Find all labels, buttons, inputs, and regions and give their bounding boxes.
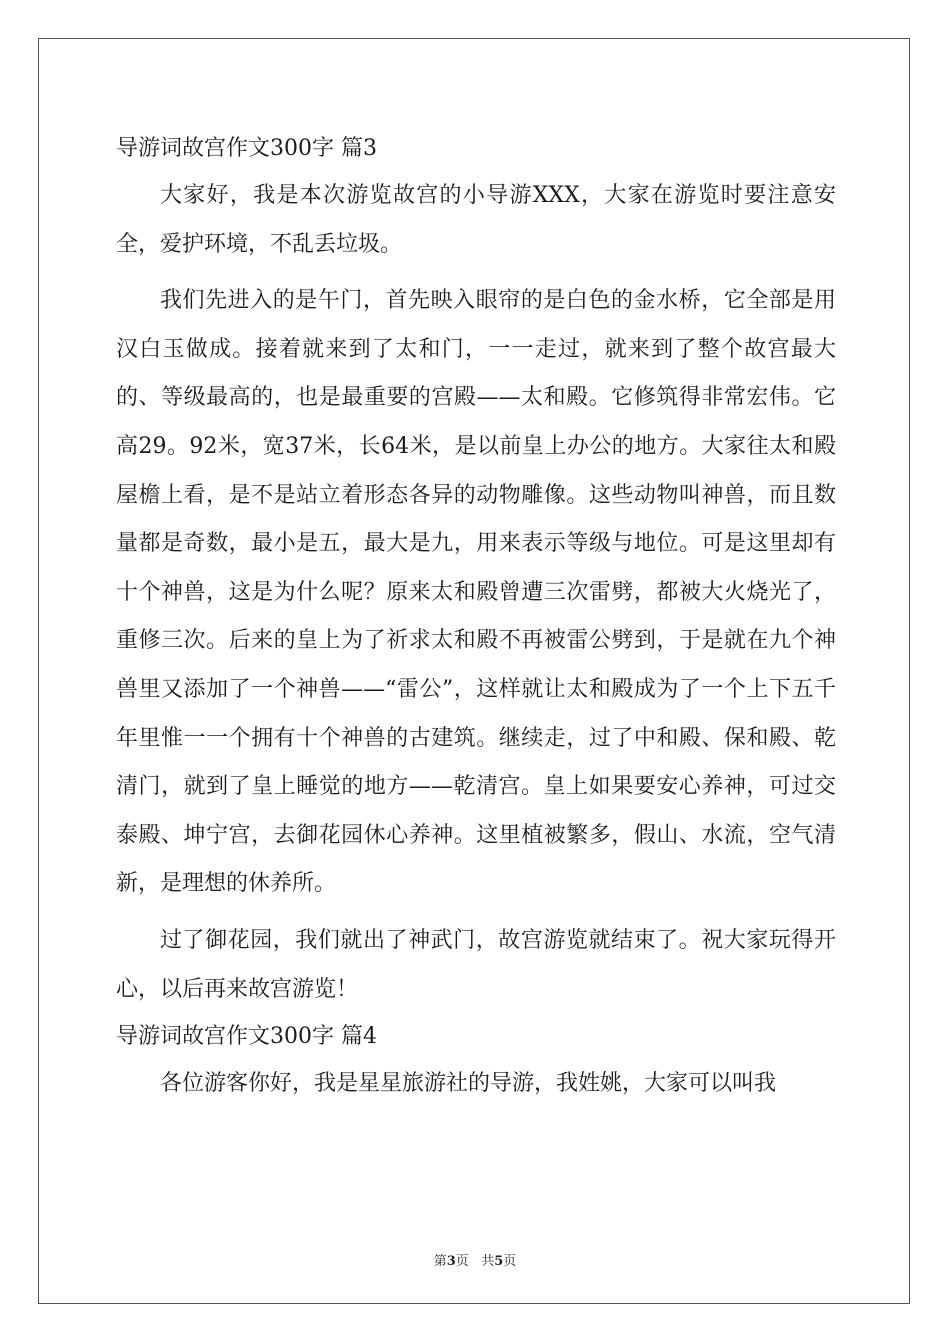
document-body	[116, 126, 836, 1109]
page-number-current: 3	[446, 1254, 456, 1269]
paragraph: 我们先进入的是午门，首先映入眼帘的是白色的金水桥，它全部是用汉白玉做成。接着就来到了太和门，一一走过，就来到了整个故宫最大的、等级最高的，也是最重要的宫殿——太和殿。它修筑得非常宏伟。它高29。92米，宽37米，长64米，是以前皇上办公的地方。大家往太和殿屋檐上看，是不是站立着形态各异的动物雕像。这些动物叫神兽，而且数量都是奇数，最小是五，最大是九，用来表示等级与地位。可是这里却有十个神兽，这是为什么呢？原来太和殿曾遭三次雷劈，都被大火烧光了，重修三次。后来的皇上为了祈求太和殿不再被雷公劈到，于是就在九个神兽里又添加了一个神兽——“雷公”，这样就让太和殿成为了一个上下五千年里惟一一个拥有十个神兽的古建筑。继续走，过了中和殿、保和殿、乾清门，就到了皇上睡觉的地方——乾清宫。皇上如果要安心养神，可过交泰殿、坤宁宫，去御花园休心养神。这里植被繁多，假山、水流，空气清新，是理想的休养所。	[116, 288, 836, 897]
page-number-prefix: 第	[433, 1254, 447, 1269]
paragraph: 各位游客你好，我是星星旅游社的导游，我姓姚，大家可以叫我	[160, 1071, 777, 1097]
page-footer	[0, 1250, 950, 1269]
page-total: 5	[494, 1254, 504, 1269]
page-number-suffix: 页	[455, 1254, 469, 1269]
paragraph: 过了御花园，我们就出了神武门，故宫游览就结束了。祝大家玩得开心，以后再来故宫游览！	[116, 927, 836, 1002]
page-total-prefix: 共	[481, 1254, 495, 1269]
section-heading-3: 导游词故宫作文300字 篇3	[116, 136, 377, 161]
section-heading-4: 导游词故宫作文300字 篇4	[116, 1024, 377, 1050]
paragraph: 大家好，我是本次游览故宫的小导游XXX，大家在游览时要注意安全，爱护环境，不乱丢垃圾。	[116, 183, 836, 257]
page-total-suffix: 页	[503, 1254, 517, 1269]
